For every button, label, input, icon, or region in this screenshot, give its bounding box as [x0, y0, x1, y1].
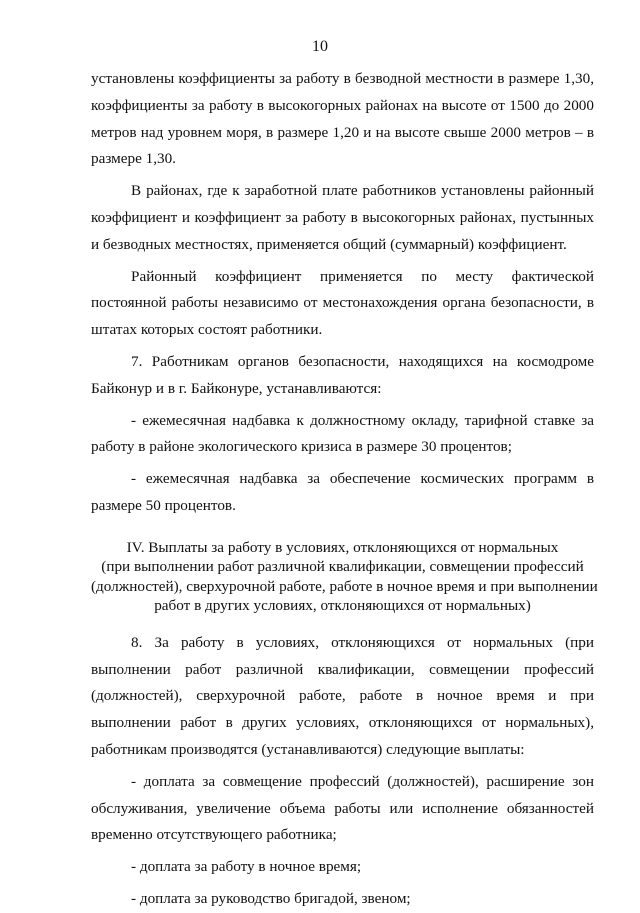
paragraph-combined-coefficient: В районах, где к заработной плате работников установлены районный коэффициент и коэффициент за работу в высокогорных районах, пустынных и безводных местностях, применяется общий (суммарный) коэффициент. — [91, 182, 594, 253]
section-heading-line: IV. Выплаты за работу в условиях, отклоняющихся от нормальных — [126, 538, 559, 556]
list-item-night-work-payment: - доплата за работу в ночное время; — [131, 858, 362, 876]
section-heading-line: работ в других условиях, отклоняющихся от нормальных) — [154, 597, 531, 615]
list-item-combination-payment: - доплата за совмещение профессий (должностей), расширение зон обслуживания, увеличение объема работы или исполнение обязанностей временно отсутствующего работника; — [91, 772, 594, 844]
section-heading-line: (при выполнении работ различной квалификации, совмещении профессий — [101, 558, 584, 576]
document-body — [91, 66, 598, 913]
section-heading-line: (должностей), сверхурочной работе, работе в ночное время и при выполнении — [91, 577, 598, 595]
paragraph-item-8: 8. За работу в условиях, отклоняющихся от нормальных (при выполнении работ различной квалификации, совмещении профессий (должностей), сверхурочной работе, работе в ночное время и при выполнении работ в других условиях, отклоняющихся от нормальных), работникам производятся (устанавливаются) следующие выплаты: — [91, 633, 594, 758]
list-item-brigade-lead-payment: - доплата за руководство бригадой, звеном; — [131, 889, 411, 907]
list-item-space-programs-bonus: - ежемесячная надбавка за обеспечение космических программ в размере 50 процентов. — [91, 470, 594, 514]
paragraph-coefficients-continuation: установлены коэффициенты за работу в безводной местности в размере 1,30, коэффициенты за работу в высокогорных районах на высоте от 1500 до 2000 метров над уровнем моря, в размере 1,20 и на высоте свыше 2000 метров – в размере 1,30. — [91, 70, 594, 168]
section-heading-iv — [91, 538, 598, 616]
paragraph-regional-coefficient: Районный коэффициент применяется по месту фактической постоянной работы независимо от местонахождения органа безопасности, в штатах которых состоят работники. — [91, 267, 594, 339]
list-item-ecology-bonus: - ежемесячная надбавка к должностному окладу, тарифной ставке за работу в районе экологического кризиса в размере 30 процентов; — [91, 411, 594, 456]
page-number: 10 — [312, 38, 328, 55]
paragraph-item-7: 7. Работникам органов безопасности, находящихся на космодроме Байконур и в г. Байконуре, устанавливаются: — [91, 352, 594, 397]
